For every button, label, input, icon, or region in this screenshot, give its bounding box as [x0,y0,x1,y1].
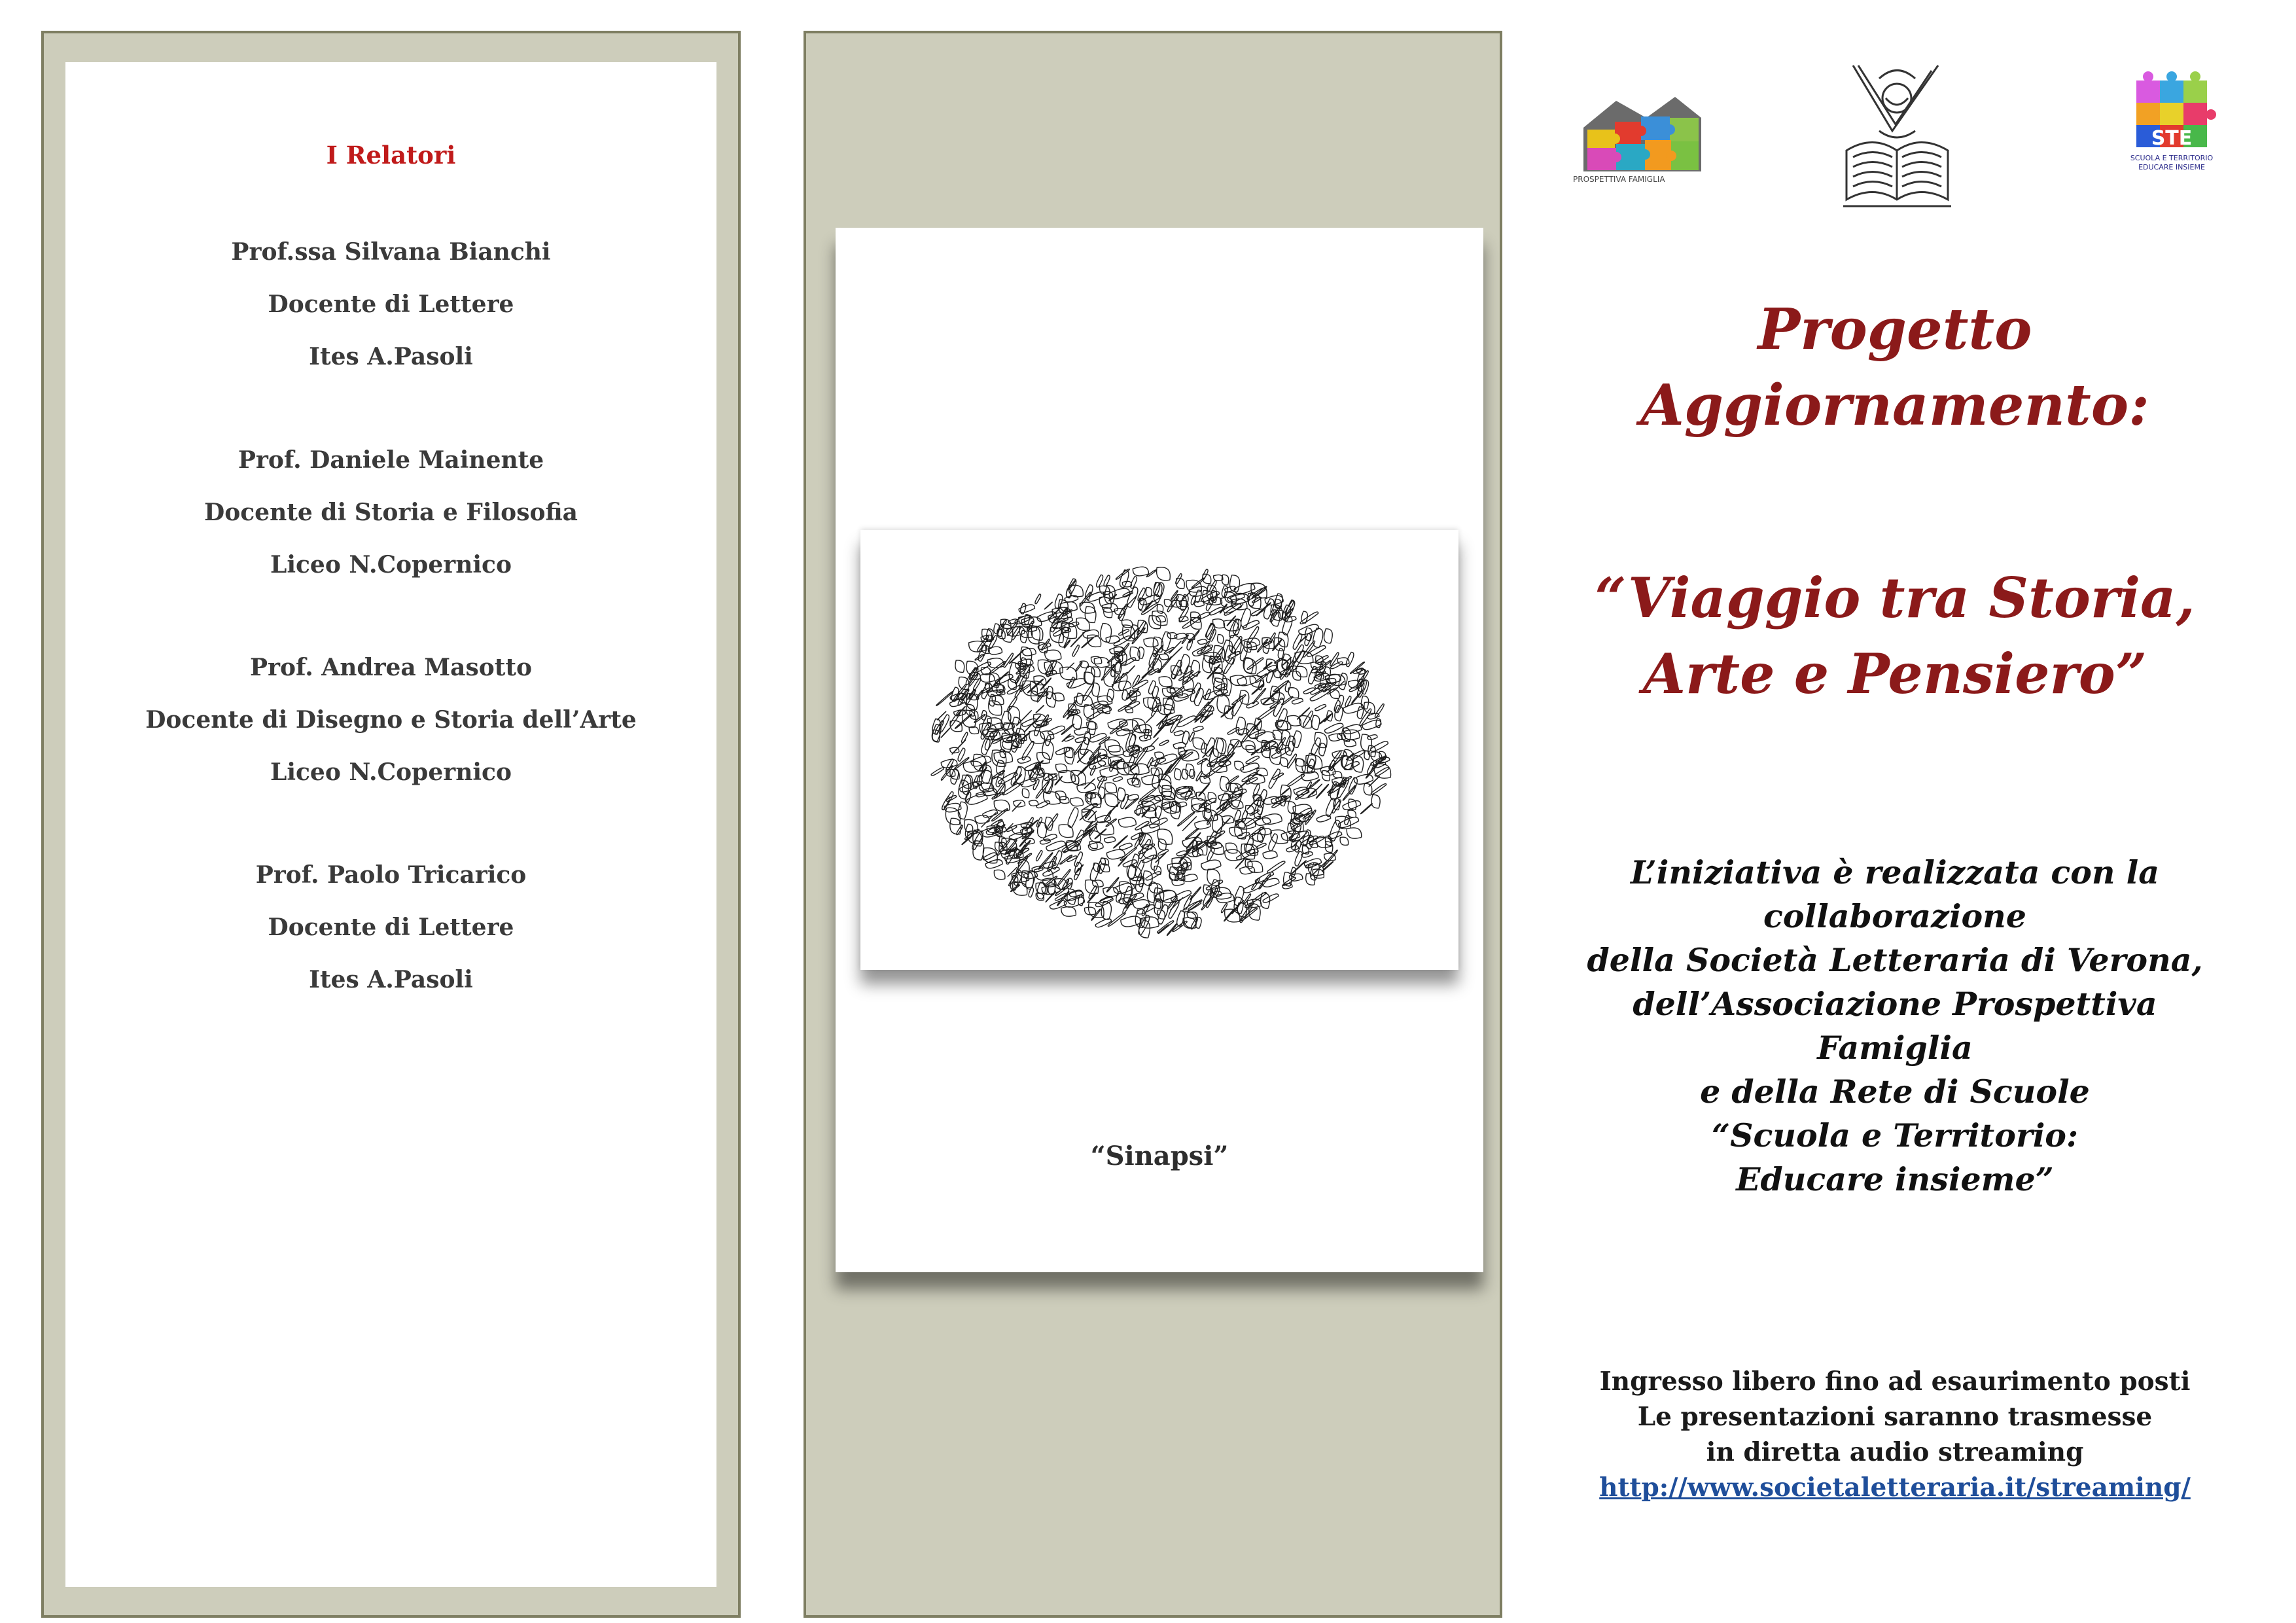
streaming-link[interactable]: http://www.societaletteraria.it/streaming/ [1599,1472,2191,1503]
speaker-school: Ites A.Pasoli [309,343,473,370]
collab-line: dell’Associazione Prospettiva [1633,985,2157,1023]
speakers-card [65,62,716,1587]
speaker-block [65,226,716,383]
info-line: in diretta audio streaming [1706,1437,2084,1467]
speaker-name: Prof.ssa Silvana Bianchi [231,238,551,266]
scribble-strokes [931,567,1390,938]
info-line: Le presentazioni saranno trasmesse [1637,1402,2153,1432]
speaker-school: Liceo N.Copernico [270,551,512,579]
speaker-block [65,641,716,798]
collab-line: “Scuola e Territorio: [1711,1116,2079,1154]
sinapsi-artwork [860,530,1458,970]
project-subtitle [1568,560,2222,712]
speaker-school: Ites A.Pasoli [309,966,473,993]
logo-line: SCUOLA E TERRITORIO [2130,154,2214,162]
subtitle-line: Arte e Pensiero” [1642,641,2147,706]
scribble-drawing [860,530,1458,970]
speaker-role: Docente di Lettere [268,914,514,941]
speaker-role: Docente di Lettere [268,291,514,318]
collab-line: della Società Letteraria di Verona, [1587,941,2203,979]
speaker-block [65,849,716,1006]
title-line: Progetto [1757,296,2032,363]
speaker-name: Prof. Paolo Tricarico [255,861,527,889]
title-line: Aggiornamento: [1640,372,2149,438]
logo-letters: STE [2151,127,2193,150]
speaker-name: Prof. Daniele Mainente [238,446,544,474]
prospettiva-famiglia-logo [1570,92,1722,187]
cover-panel [804,31,1502,1618]
collab-line: Educare insieme” [1736,1160,2054,1198]
collaboration-text [1568,851,2222,1202]
logo-line: EDUCARE INSIEME [2138,163,2205,171]
left-panel [41,31,741,1618]
speaker-role: Docente di Disegno e Storia dell’Arte [145,706,637,734]
logo-text: PROSPETTIVA FAMIGLIA [1573,175,1665,184]
scuola-territorio-logo [2122,69,2233,190]
speaker-school: Liceo N.Copernico [270,758,512,786]
relatori-heading: I Relatori [326,141,456,169]
cover-card [836,228,1483,1272]
speaker-block [65,434,716,591]
collab-line: collaborazione [1763,897,2026,935]
collab-line: e della Rete di Scuole [1700,1073,2090,1111]
project-title [1568,292,2222,444]
info-line: Ingresso libero fino ad esaurimento posti [1599,1366,2191,1397]
speaker-name: Prof. Andrea Masotto [249,654,533,681]
subtitle-line: “Viaggio tra Storia, [1595,565,2195,630]
collab-line: Famiglia [1817,1029,1973,1067]
speaker-role: Docente di Storia e Filosofia [204,499,578,526]
collab-line: L’iniziativa è realizzata con la [1631,853,2159,891]
artwork-caption: “Sinapsi” [1090,1141,1229,1171]
event-info [1568,1364,2222,1505]
societa-letteraria-logo [1840,59,1954,211]
